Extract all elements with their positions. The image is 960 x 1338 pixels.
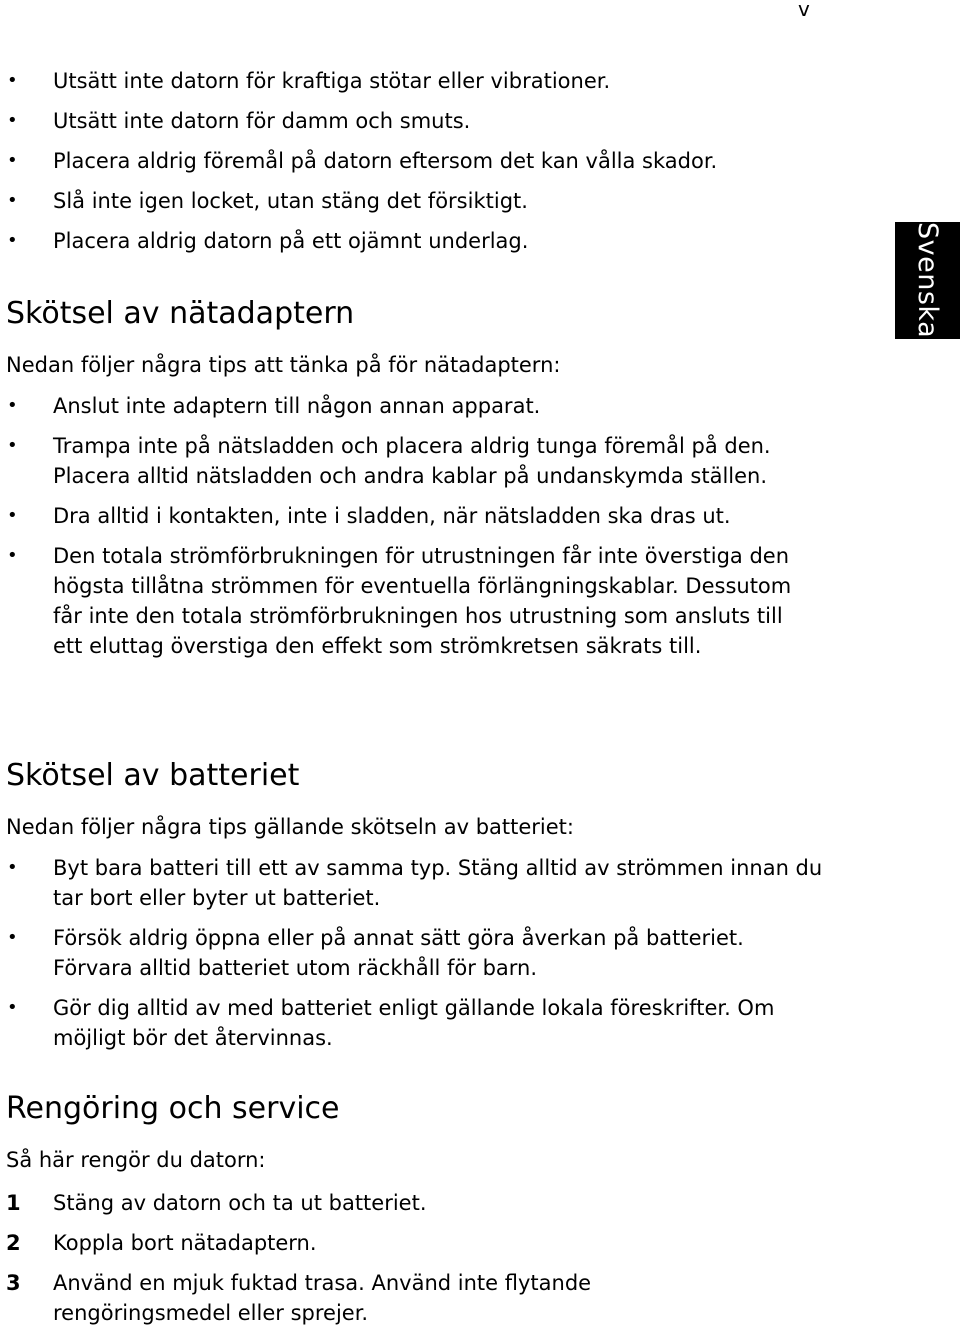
step-text: Använd en mjuk fuktad trasa. Använd inte flytande rengöringsmedel eller sprejer. — [53, 1271, 592, 1325]
bullet-icon: • — [7, 395, 18, 416]
list-item-text: Gör dig alltid av med batteriet enligt gällande lokala föreskrifter. Om möjligt bör det återvinnas. — [53, 996, 775, 1050]
cleaning-steps — [6, 1188, 726, 1338]
general-care-list — [6, 66, 866, 266]
list-item — [6, 391, 806, 421]
list-item — [6, 431, 806, 491]
bullet-icon: • — [7, 997, 18, 1018]
bullet-icon: • — [7, 110, 18, 131]
list-item — [6, 186, 866, 216]
language-tab-label: Svenska — [912, 222, 943, 339]
bullet-icon: • — [7, 435, 18, 456]
section-intro-adapter: Nedan följer några tips att tänka på för nätadaptern: — [6, 353, 561, 377]
list-item-text: Utsätt inte datorn för damm och smuts. — [53, 109, 471, 133]
section-intro-battery: Nedan följer några tips gällande skötseln av batteriet: — [6, 815, 574, 839]
bullet-icon: • — [7, 505, 18, 526]
list-item-text: Placera aldrig datorn på ett ojämnt underlag. — [53, 229, 529, 253]
section-heading-adapter: Skötsel av nätadaptern — [6, 296, 355, 331]
list-item — [6, 106, 866, 136]
step-number: 3 — [6, 1271, 21, 1295]
section-intro-cleaning: Så här rengör du datorn: — [6, 1148, 266, 1172]
list-item-text: Dra alltid i kontakten, inte i sladden, när nätsladden ska dras ut. — [53, 504, 731, 528]
bullet-icon: • — [7, 230, 18, 251]
list-item-text: Slå inte igen locket, utan stäng det försiktigt. — [53, 189, 528, 213]
step-number: 1 — [6, 1191, 21, 1215]
list-item — [6, 146, 866, 176]
list-item — [6, 993, 826, 1053]
list-item — [6, 541, 806, 661]
section-heading-battery: Skötsel av batteriet — [6, 758, 300, 793]
step-text: Stäng av datorn och ta ut batteriet. — [53, 1191, 427, 1215]
section-heading-cleaning: Rengöring och service — [6, 1091, 340, 1126]
list-item-text: Utsätt inte datorn för kraftiga stötar eller vibrationer. — [53, 69, 611, 93]
adapter-list — [6, 391, 806, 671]
bullet-icon: • — [7, 150, 18, 171]
list-item — [6, 226, 866, 256]
battery-list — [6, 853, 826, 1063]
bullet-icon: • — [7, 190, 18, 211]
list-item-text: Anslut inte adaptern till någon annan apparat. — [53, 394, 541, 418]
page-number: v — [798, 0, 810, 21]
step-item — [6, 1228, 726, 1258]
bullet-icon: • — [7, 857, 18, 878]
language-tab — [895, 222, 960, 339]
list-item-text: Försök aldrig öppna eller på annat sätt göra åverkan på batteriet. Förvara alltid batteriet utom räckhåll för barn. — [53, 926, 744, 980]
list-item — [6, 501, 806, 531]
bullet-icon: • — [7, 927, 18, 948]
step-text: Koppla bort nätadaptern. — [53, 1231, 317, 1255]
list-item-text: Trampa inte på nätsladden och placera aldrig tunga föremål på den. Placera alltid nätsladden och andra kablar på undanskymda ställen. — [53, 434, 771, 488]
list-item — [6, 923, 826, 983]
list-item-text: Byt bara batteri till ett av samma typ. Stäng alltid av strömmen innan du tar bort eller byter ut batteriet. — [53, 856, 823, 910]
step-item — [6, 1188, 726, 1218]
list-item — [6, 853, 826, 913]
list-item — [6, 66, 866, 96]
list-item-text: Den totala strömförbrukningen för utrustningen får inte överstiga den högsta tillåtna strömmen för eventuella förlängningskablar. Dessutom får inte den totala strömförbrukningen hos utrustning som ansluts till ett eluttag överstiga den effekt som strömkretsen säkrats till. — [53, 544, 792, 658]
step-number: 2 — [6, 1231, 21, 1255]
bullet-icon: • — [7, 70, 18, 91]
list-item-text: Placera aldrig föremål på datorn eftersom det kan vålla skador. — [53, 149, 718, 173]
step-item — [6, 1268, 726, 1328]
bullet-icon: • — [7, 545, 18, 566]
